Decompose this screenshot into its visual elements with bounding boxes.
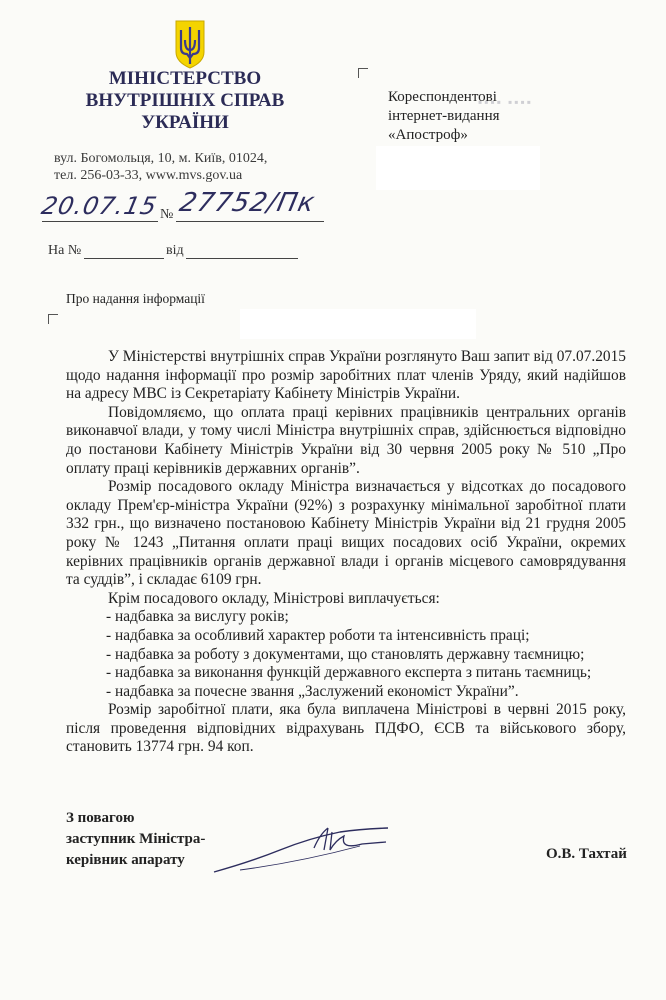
- contact-line: тел. 256-03-33, www.mvs.gov.ua: [54, 168, 243, 183]
- bonus-item: - надбавка за виконання функцій державного експерта з питань таємниць;: [106, 664, 592, 682]
- bonus-item: - надбавка за почесне звання „Заслужений економіст України”.: [106, 682, 519, 700]
- address-line: вул. Богомольця, 10, м. Київ, 01024,: [54, 151, 268, 166]
- letter-body: [66, 348, 626, 757]
- paragraph-total-paid: Розмір заробітної плати, яка була виплачена Міністрові в червні 2015 року, після проведення відповідних відрахувань ПДФО, ЄСВ та військового збору, становить 13774 грн. 94 коп.: [66, 701, 626, 756]
- ministry-line: ВНУТРІШНІХ СПРАВ: [85, 90, 285, 111]
- paragraph-bonuses-intro: Крім посадового окладу, Міністрові виплачується:: [108, 589, 440, 607]
- reply-date-label: від: [166, 243, 184, 258]
- handwritten-signature-icon: [210, 810, 400, 880]
- subject-bracket: [48, 314, 58, 324]
- paragraph-regulation: Повідомляємо, що оплата праці керівних працівників центральних органів виконавчої влади, у тому числі Міністра внутрішніх справ, здійснюється відповідно до постанови Кабінету Міністрів України від 30 червня 2005 року № 510 „Про оплату праці керівників державних органів”.: [66, 403, 626, 477]
- recipient-line: Кореспондентові: [388, 89, 497, 105]
- paragraph-request: У Міністерстві внутрішніх справ України розглянуто Ваш запит від 07.07.2015 щодо надання інформації про розмір заробітних плат членів Уряду, який надійшов на адресу МВС із Секретаріату Кабінету Міністрів України.: [66, 348, 626, 403]
- outgoing-number: 27752/Пк: [176, 188, 318, 218]
- bonus-item: - надбавка за роботу з документами, що становлять державну таємницю;: [106, 645, 585, 663]
- signatory-name: О.В. Тахтай: [546, 846, 627, 862]
- redacted-recipient-name: [376, 146, 540, 190]
- number-sign: №: [160, 207, 174, 222]
- ministry-line: УКРАЇНИ: [141, 112, 229, 133]
- position-line: заступник Міністра-: [66, 831, 206, 847]
- paragraph-salary: Розмір посадового окладу Міністра визначається у відсотках до посадового окладу Прем'єр-міністра України (92%) з розрахунку мінімальної заробітної плати 332 грн., що визначено постановою Кабінету Міністрів України від 21 грудня 2005 року № 1243 „Питання оплати праці вищих посадових осіб України, окремих керівних працівників органів державної влади і органів місцевого самоврядування та суддів”, і складає 6109 грн.: [66, 478, 626, 589]
- trident-coat-of-arms-icon: [173, 18, 207, 70]
- recipient-line: інтернет-видання: [388, 108, 500, 124]
- ministry-address: [54, 150, 267, 184]
- ministry-name: [60, 68, 310, 134]
- bonus-item: - надбавка за особливий характер роботи та інтенсивність праці;: [106, 626, 530, 644]
- closing-line: З повагою: [66, 810, 135, 826]
- recipient-bracket: [358, 68, 368, 78]
- signatory-title: [66, 808, 205, 871]
- recipient-block: [388, 88, 500, 145]
- letter-subject: Про надання інформації: [66, 291, 205, 306]
- position-line: керівник апарату: [66, 852, 185, 868]
- outgoing-date: 20.07.15: [39, 192, 160, 220]
- bonus-item: - надбавка за вислугу років;: [106, 608, 289, 626]
- reply-number-label: На №: [48, 243, 82, 258]
- ministry-line: МІНІСТЕРСТВО: [108, 68, 262, 89]
- recipient-line: «Апостроф»: [388, 127, 468, 143]
- faint-stamp-mark: ▪▪▪▪ ▪▪▪▪: [478, 95, 534, 109]
- redacted-addressee: [240, 309, 476, 339]
